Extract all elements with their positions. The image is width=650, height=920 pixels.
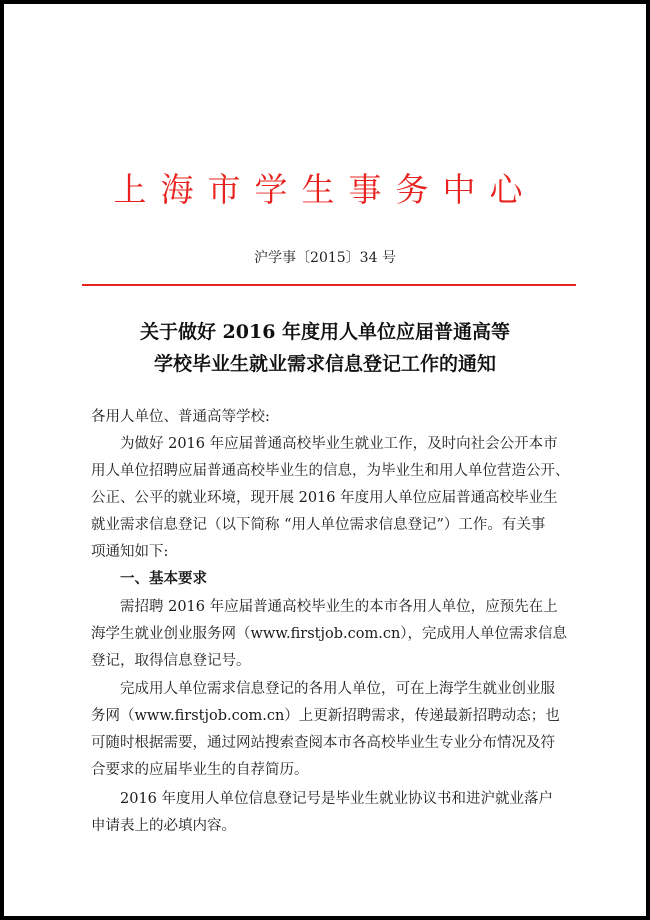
red-divider <box>82 284 576 286</box>
document-page <box>4 4 646 916</box>
section-heading: 一、基本要求 <box>120 570 207 587</box>
paragraph-4-line: 2016 年度用人单位信息登记号是毕业生就业协议书和进沪就业落户 <box>120 791 554 807</box>
paragraph-1-line: 用人单位招聘应届普通高校毕业生的信息，为毕业生和用人单位营造公开、 <box>91 463 570 479</box>
paragraph-2-line: 海学生就业创业服务网（www.firstjob.com.cn），完成用人单位需求信息 <box>91 626 568 642</box>
paragraph-3-line: 完成用人单位需求信息登记的各用人单位，可在上海学生就业创业服 <box>120 681 555 697</box>
paragraph-3-line: 务网（www.firstjob.com.cn）上更新招聘需求，传递最新招聘动态；也 <box>91 708 560 724</box>
notice-title-line-2: 学校毕业生就业需求信息登记工作的通知 <box>153 353 496 375</box>
paragraph-2-line: 登记，取得信息登记号。 <box>91 653 251 669</box>
paragraph-4-line: 申请表上的必填内容。 <box>91 818 236 834</box>
paragraph-1-line: 为做好 2016 年应届普通高校毕业生就业工作，及时向社会公开本市 <box>120 436 558 452</box>
notice-title-line-1: 关于做好 2016 年度用人单位应届普通高等 <box>139 321 511 343</box>
paragraph-3-line: 合要求的应届毕业生的自荐简历。 <box>91 762 309 778</box>
paragraph-1-line: 就业需求信息登记（以下简称 “用人单位需求信息登记”）工作。有关事 <box>91 517 546 533</box>
paragraph-1-line: 公正、公平的就业环境，现开展 2016 年度用人单位应届普通高校毕业生 <box>91 490 558 506</box>
paragraph-1-line: 项通知如下: <box>91 544 169 560</box>
paragraph-2-line: 需招聘 2016 年应届普通高校毕业生的本市各用人单位，应预先在上 <box>120 599 558 615</box>
document-number: 沪学事〔2015〕34 号 <box>254 250 396 266</box>
org-title: 上海市学生事务中心 <box>113 170 537 209</box>
paragraph-3-line: 可随时根据需要，通过网站搜索查阅本市各高校毕业生专业分布情况及符 <box>91 735 555 751</box>
salutation: 各用人单位、普通高等学校: <box>91 409 270 425</box>
